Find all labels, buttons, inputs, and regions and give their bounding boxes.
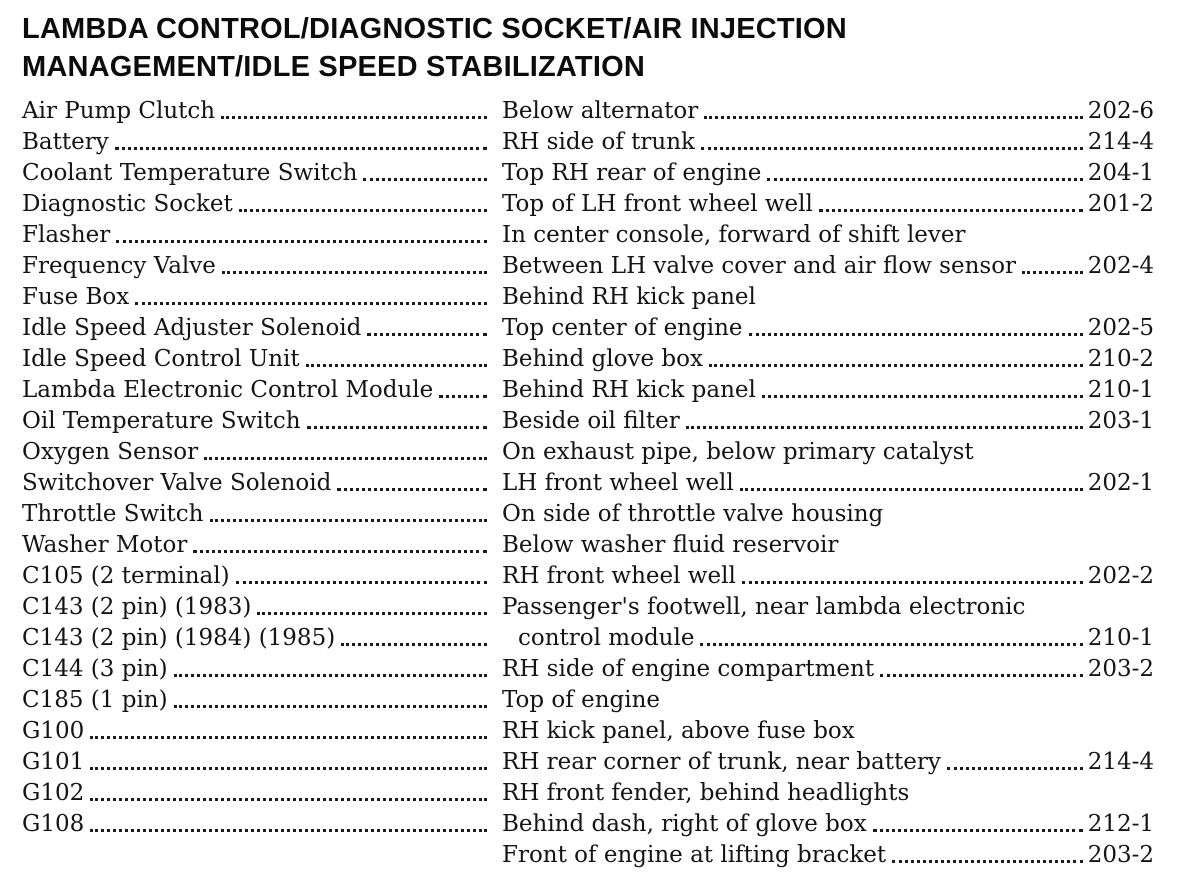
location-text: LH front wheel well [502, 470, 734, 496]
table-row [22, 251, 1154, 282]
dot-leader [1022, 271, 1083, 274]
dot-leader [307, 426, 487, 429]
component-name: G108 [22, 811, 85, 837]
component-name: C143 (2 pin) (1984) (1985) [22, 625, 336, 651]
component-cell [22, 623, 502, 654]
location-text: Beside oil filter [502, 408, 680, 434]
dot-leader [222, 271, 487, 274]
location-text: RH kick panel, above fuse box [502, 718, 855, 744]
dot-leader [762, 395, 1083, 398]
component-name: C105 (2 terminal) [22, 563, 230, 589]
component-name: C144 (3 pin) [22, 656, 168, 682]
table-row [22, 716, 1154, 747]
dot-leader [116, 240, 487, 243]
page-number: 202-1 [1087, 470, 1154, 496]
component-name: Throttle Switch [22, 501, 204, 527]
component-cell [22, 158, 502, 189]
page-number: 202-4 [1087, 253, 1154, 279]
component-cell [22, 375, 502, 406]
dot-leader [892, 860, 1083, 863]
dot-leader [686, 426, 1083, 429]
component-name: Battery [22, 129, 109, 155]
location-text: RH front wheel well [502, 563, 736, 589]
component-cell [22, 282, 502, 313]
table-row [22, 499, 1154, 530]
table-row [22, 437, 1154, 468]
component-cell [22, 406, 502, 437]
component-name: C185 (1 pin) [22, 687, 168, 713]
table-row [22, 809, 1154, 840]
dot-leader [947, 767, 1083, 770]
component-name: Lambda Electronic Control Module [22, 377, 434, 403]
component-cell [22, 592, 502, 623]
table-row [22, 747, 1154, 778]
component-cell [22, 840, 502, 871]
component-cell [22, 561, 502, 592]
page-number: 210-1 [1087, 377, 1154, 403]
component-cell [22, 189, 502, 220]
location-text: Top RH rear of engine [502, 160, 762, 186]
dot-leader [236, 581, 487, 584]
page-title-line-1: LAMBDA CONTROL/DIAGNOSTIC SOCKET/AIR INJECTION [22, 13, 847, 45]
location-text: Behind RH kick panel [502, 284, 756, 310]
table-row [22, 654, 1154, 685]
dot-leader [709, 364, 1083, 367]
dot-leader [367, 333, 487, 336]
component-name: Idle Speed Control Unit [22, 346, 300, 372]
component-name: Washer Motor [22, 532, 188, 558]
location-text: RH side of engine compartment [502, 656, 875, 682]
location-text: RH side of trunk [502, 129, 695, 155]
page-title-line-2: MANAGEMENT/IDLE SPEED STABILIZATION [22, 51, 645, 83]
component-name: Coolant Temperature Switch [22, 160, 358, 186]
location-text: Behind glove box [502, 346, 703, 372]
table-row [22, 344, 1154, 375]
dot-leader [439, 395, 487, 398]
location-cell [502, 654, 1154, 685]
table-row [22, 127, 1154, 158]
page-number: 214-4 [1087, 749, 1154, 775]
table-row [22, 96, 1154, 127]
location-text: In center console, forward of shift lever [502, 222, 966, 248]
page-number: 202-6 [1087, 98, 1154, 124]
location-text: Behind RH kick panel [502, 377, 756, 403]
location-cell [502, 840, 1154, 871]
page-title [22, 10, 1154, 86]
location-text: Below washer fluid reservoir [502, 532, 839, 558]
table-row [22, 220, 1154, 251]
component-cell [22, 654, 502, 685]
component-cell [22, 778, 502, 809]
page-number: 203-2 [1087, 656, 1154, 682]
dot-leader [700, 643, 1082, 646]
page-number: 202-5 [1087, 315, 1154, 341]
component-cell [22, 96, 502, 127]
table-row [22, 406, 1154, 437]
component-cell [22, 499, 502, 530]
page-number: 203-1 [1087, 408, 1154, 434]
component-cell [22, 685, 502, 716]
component-name: G100 [22, 718, 85, 744]
location-text: On side of throttle valve housing [502, 501, 884, 527]
component-cell [22, 747, 502, 778]
location-cell [502, 251, 1154, 282]
component-name: Air Pump Clutch [22, 98, 216, 124]
page-number: 210-1 [1087, 625, 1154, 651]
dot-leader [221, 116, 487, 119]
table-row [22, 313, 1154, 344]
location-text: On exhaust pipe, below primary catalyst [502, 439, 974, 465]
location-cell [502, 282, 1154, 313]
table-row [22, 158, 1154, 189]
component-cell [22, 344, 502, 375]
dot-leader [880, 674, 1083, 677]
page-number: 214-4 [1087, 129, 1154, 155]
location-cell [502, 437, 1154, 468]
table-row [22, 530, 1154, 561]
location-cell [502, 530, 1154, 561]
dot-leader [204, 457, 487, 460]
location-cell [502, 468, 1154, 499]
page-number: 201-2 [1087, 191, 1154, 217]
location-cell [502, 716, 1154, 747]
page-number: 212-1 [1087, 811, 1154, 837]
location-text: Top of engine [502, 687, 661, 713]
table-row [22, 468, 1154, 499]
dot-leader [193, 550, 487, 553]
table-row [22, 375, 1154, 406]
component-name: G101 [22, 749, 85, 775]
dot-leader [90, 736, 487, 739]
component-cell [22, 251, 502, 282]
dot-leader [701, 147, 1083, 150]
component-name: Idle Speed Adjuster Solenoid [22, 315, 362, 341]
location-text: Behind dash, right of glove box [502, 811, 867, 837]
location-cell [502, 375, 1154, 406]
component-cell [22, 220, 502, 251]
component-name: Frequency Valve [22, 253, 216, 279]
table-row [22, 685, 1154, 716]
dot-leader [90, 798, 487, 801]
dot-leader [174, 674, 487, 677]
page-number: 210-2 [1087, 346, 1154, 372]
dot-leader [174, 705, 487, 708]
location-text: Top of LH front wheel well [502, 191, 813, 217]
dot-leader [873, 829, 1083, 832]
location-text: control module [518, 625, 695, 651]
location-cell [502, 96, 1154, 127]
location-cell [502, 499, 1154, 530]
location-text: Top center of engine [502, 315, 743, 341]
dot-leader [239, 209, 487, 212]
location-cell [502, 406, 1154, 437]
location-cell [502, 313, 1154, 344]
table-row [22, 592, 1154, 623]
location-cell [502, 747, 1154, 778]
dot-leader [704, 116, 1082, 119]
component-name: Switchover Valve Solenoid [22, 470, 332, 496]
location-cell [502, 561, 1154, 592]
component-cell [22, 313, 502, 344]
component-cell [22, 127, 502, 158]
location-cell [502, 778, 1154, 809]
component-name: G102 [22, 780, 85, 806]
location-cell [502, 220, 1154, 251]
location-text: Below alternator [502, 98, 699, 124]
page-number: 203-2 [1087, 842, 1154, 868]
table-row [22, 778, 1154, 809]
location-text: RH rear corner of trunk, near battery [502, 749, 941, 775]
page-number: 202-2 [1087, 563, 1154, 589]
location-text: Between LH valve cover and air flow sensor [502, 253, 1017, 279]
component-name: Fuse Box [22, 284, 130, 310]
component-name: C143 (2 pin) (1983) [22, 594, 252, 620]
table-row [22, 189, 1154, 220]
dot-leader [337, 488, 487, 491]
location-text: RH front fender, behind headlights [502, 780, 910, 806]
dot-leader [749, 333, 1083, 336]
location-cell [502, 344, 1154, 375]
component-location-index [22, 96, 1154, 871]
component-name: Flasher [22, 222, 111, 248]
table-row [22, 840, 1154, 871]
component-name: Oil Temperature Switch [22, 408, 301, 434]
component-cell [22, 530, 502, 561]
component-cell [22, 468, 502, 499]
dot-leader [742, 581, 1083, 584]
component-cell [22, 809, 502, 840]
dot-leader [767, 178, 1082, 181]
location-cell [502, 623, 1154, 654]
component-name: Oxygen Sensor [22, 439, 199, 465]
location-cell [502, 158, 1154, 189]
dot-leader [90, 829, 487, 832]
location-text: Passenger's footwell, near lambda electronic [502, 594, 1026, 620]
dot-leader [115, 147, 487, 150]
component-cell [22, 437, 502, 468]
dot-leader [257, 612, 487, 615]
dot-leader [341, 643, 487, 646]
dot-leader [306, 364, 487, 367]
location-cell [502, 189, 1154, 220]
dot-leader [135, 302, 487, 305]
dot-leader [740, 488, 1083, 491]
location-cell [502, 685, 1154, 716]
table-row [22, 561, 1154, 592]
dot-leader [210, 519, 488, 522]
component-cell [22, 716, 502, 747]
table-row [22, 623, 1154, 654]
location-cell [502, 809, 1154, 840]
location-cell [502, 127, 1154, 158]
page-number: 204-1 [1087, 160, 1154, 186]
location-cell [502, 592, 1154, 623]
dot-leader [819, 209, 1083, 212]
dot-leader [90, 767, 487, 770]
table-row [22, 282, 1154, 313]
location-text: Front of engine at lifting bracket [502, 842, 887, 868]
component-name: Diagnostic Socket [22, 191, 233, 217]
dot-leader [363, 178, 487, 181]
